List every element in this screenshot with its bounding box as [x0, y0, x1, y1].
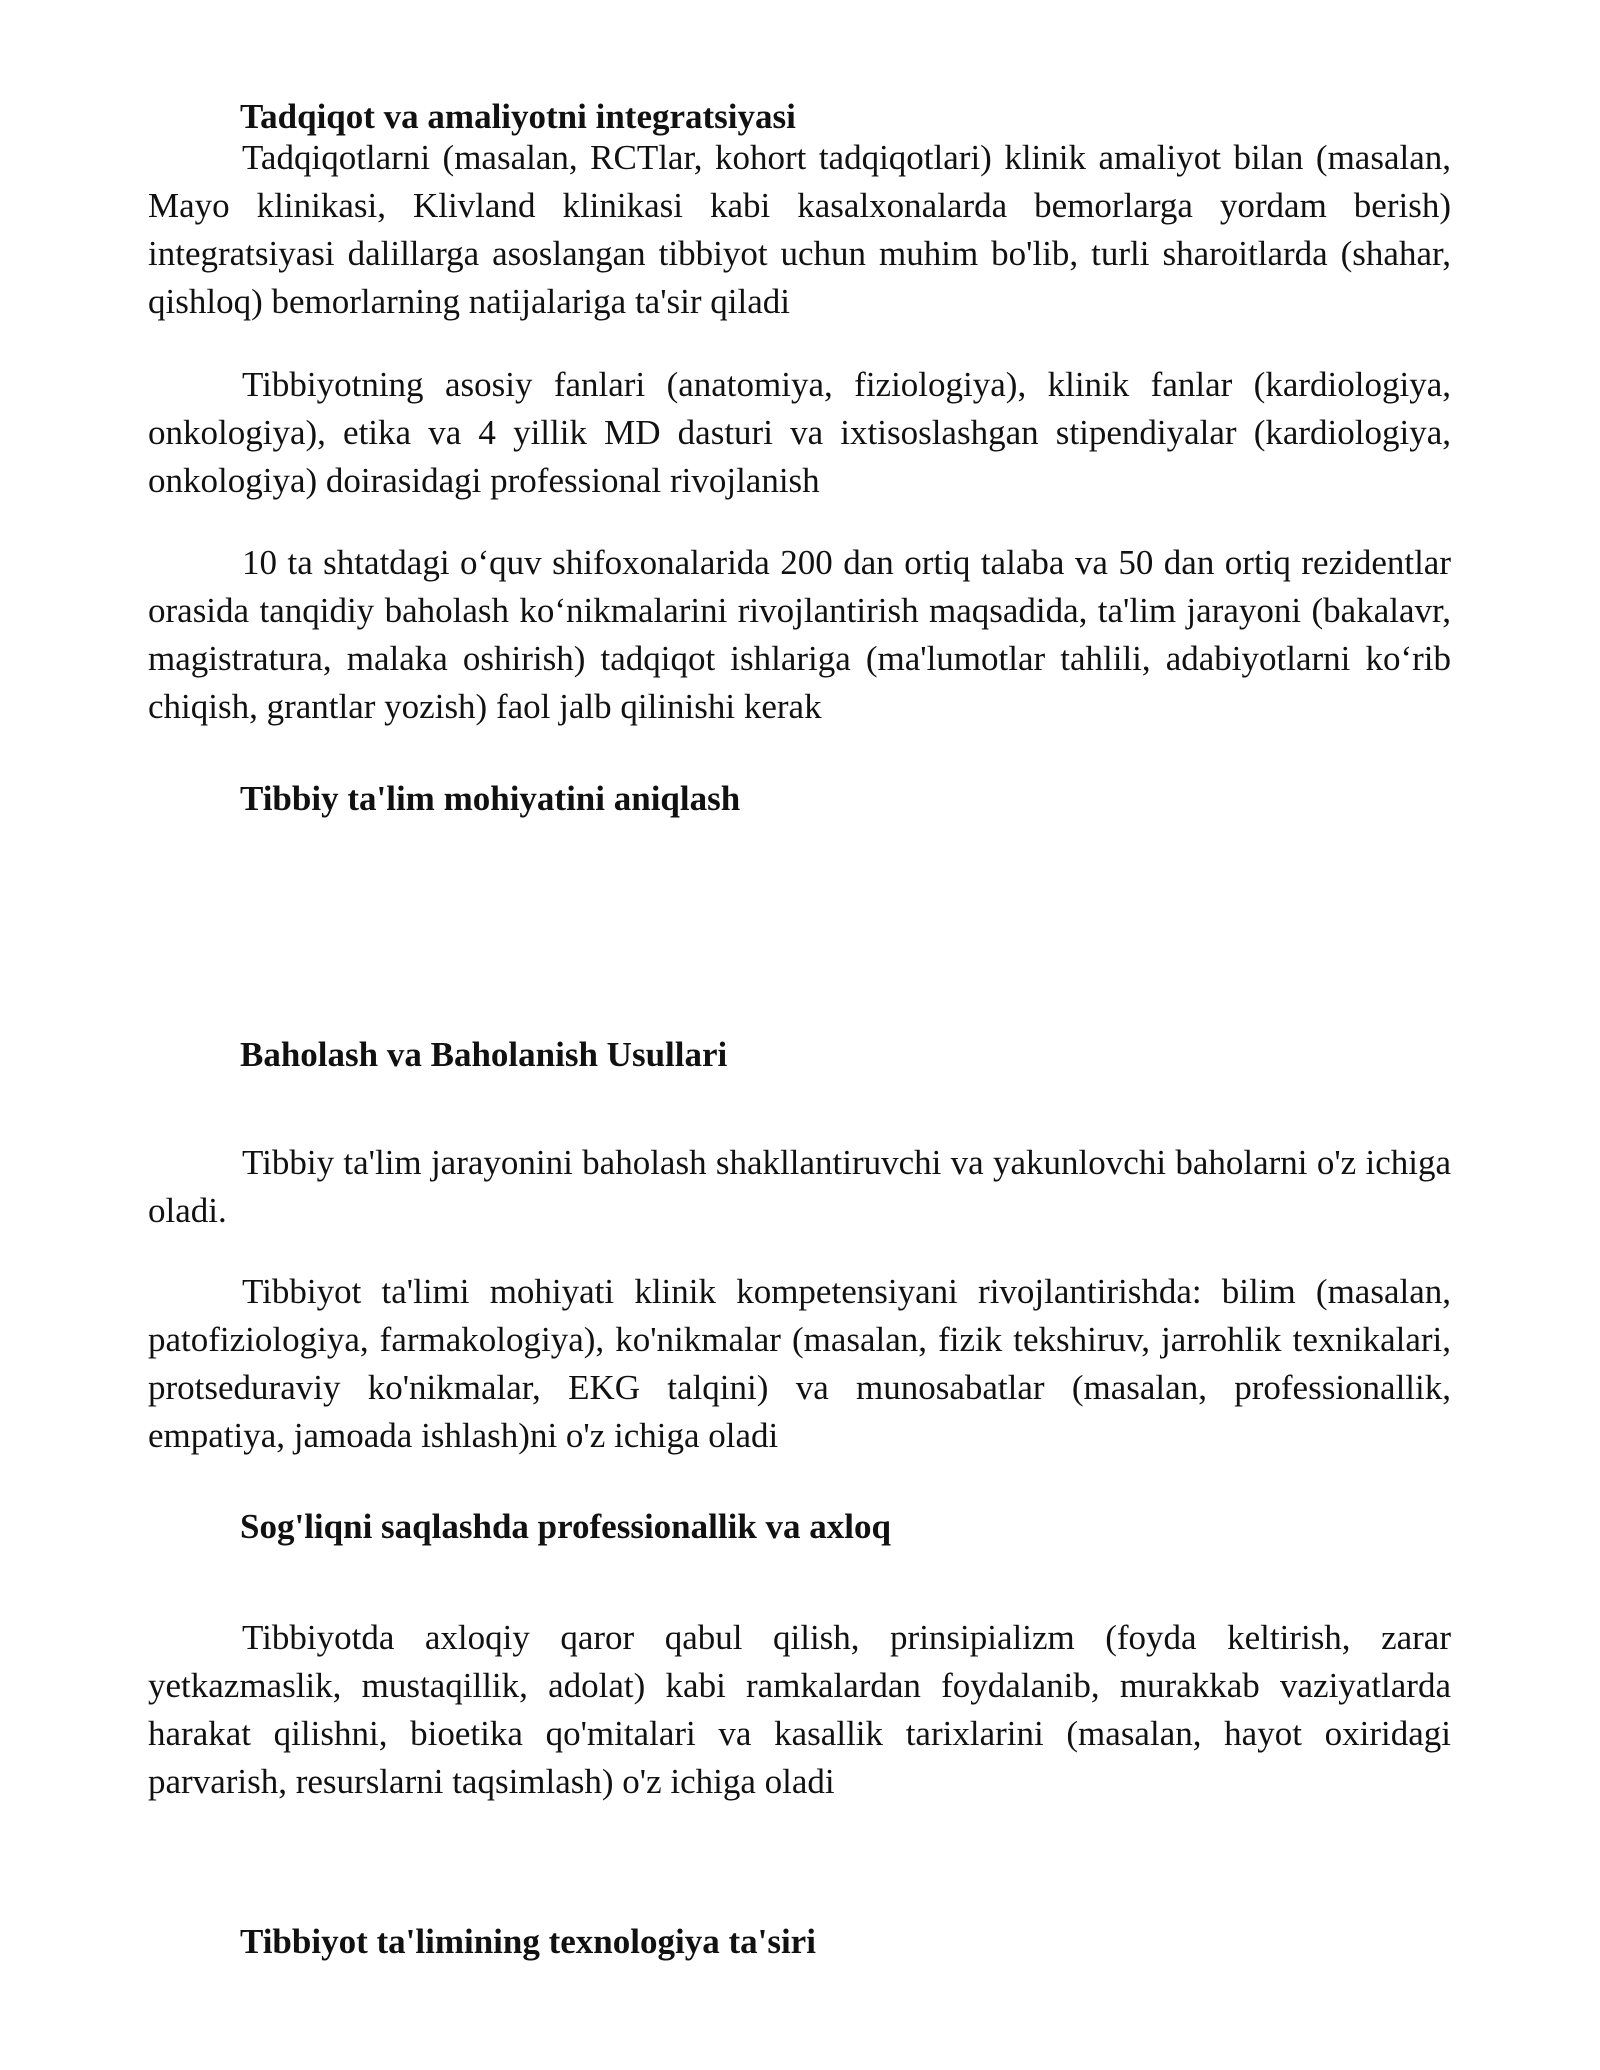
paragraph-critical-appraisal: 10 ta shtatdagi o‘quv shifoxonalarida 200 dan ortiq talaba va 50 dan ortiq rezidentlar orasida tanqidiy baholash ko‘nikmalarini rivojlantirish maqsadida, ta'lim jarayoni (bakalavr, magistratura, malaka oshirish) tadqiqot ishlariga (ma'lumotlar tahlili, adabiyotlarni ko‘rib chiqish, grantlar yozish) faol jalb qilinishi kerak	[148, 543, 1451, 726]
paragraph-assessment: Tibbiy ta'lim jarayonini baholash shakllantiruvchi va yakunlovchi baholarni o'z ichiga oladi.	[148, 1143, 1451, 1230]
section-heading-technology-impact: Tibbiyot ta'limining texnologiya ta'siri	[240, 1922, 816, 1961]
section-heading-medical-education-essence: Tibbiy ta'lim mohiyatini aniqlash	[240, 779, 741, 818]
paragraph-ethical-decisions: Tibbiyotda axloqiy qaror qabul qilish, prinsipializm (foyda keltirish, zarar yetkazmaslik, mustaqillik, adolat) kabi ramkalardan foydalanib, murakkab vaziyatlarda harakat qilishni, bioetika qo'mitalari va kasallik tarixlarini (masalan, hayot oxiridagi parvarish, resurslarni taqsimlash) o'z ichiga oladi	[148, 1618, 1451, 1801]
section-heading-professionalism-ethics: Sog'liqni saqlashda professionallik va axloq	[240, 1507, 891, 1546]
paragraph-research-integration: Tadqiqotlarni (masalan, RCTlar, kohort tadqiqotlari) klinik amaliyot bilan (masalan, Mayo klinikasi, Klivland klinikasi kabi kasalxonalarda bemorlarga yordam berish) integratsiyasi dalillarga asoslangan tibbiyot uchun muhim bo'lib, turli sharoitlarda (shahar, qishloq) bemorlarning natijalariga ta'sir qiladi	[148, 138, 1451, 321]
section-heading-research-practice: Tadqiqot va amaliyotni integratsiyasi	[240, 97, 796, 136]
paragraph-clinical-competence: Tibbiyot ta'limi mohiyati klinik kompetensiyani rivojlantirishda: bilim (masalan, patofiziologiya, farmakologiya), ko'nikmalar (masalan, fizik tekshiruv, jarrohlik texnikalari, protseduraviy ko'nikmalar, EKG talqini) va munosabatlar (masalan, professionallik, empatiya, jamoada ishlash)ni o'z ichiga oladi	[148, 1272, 1451, 1455]
section-heading-assessment-methods: Baholash va Baholanish Usullari	[240, 1035, 728, 1074]
paragraph-basic-sciences: Tibbiyotning asosiy fanlari (anatomiya, fiziologiya), klinik fanlar (kardiologiya, onkologiya), etika va 4 yillik MD dasturi va ixtisoslashgan stipendiyalar (kardiologiya, onkologiya) doirasidagi professional rivojlanish	[148, 365, 1451, 500]
